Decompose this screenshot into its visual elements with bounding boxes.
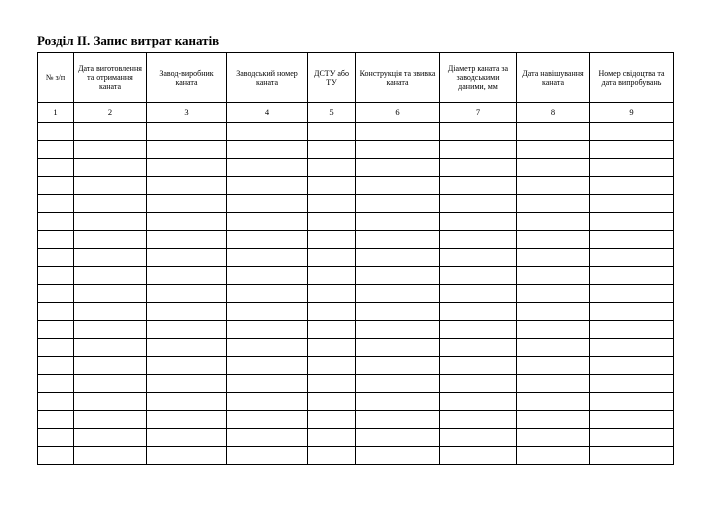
table-cell	[308, 123, 356, 141]
table-cell	[147, 429, 227, 447]
table-cell	[590, 141, 674, 159]
table-cell	[356, 231, 440, 249]
table-row	[38, 357, 674, 375]
table-cell	[147, 177, 227, 195]
table-cell	[356, 123, 440, 141]
table-cell	[147, 141, 227, 159]
table-cell	[74, 393, 147, 411]
table-cell	[147, 375, 227, 393]
table-cell	[74, 141, 147, 159]
table-cell	[517, 177, 590, 195]
header-cell-manufacturer: Завод-виробник каната	[147, 53, 227, 103]
table-cell	[590, 393, 674, 411]
table-cell	[74, 303, 147, 321]
table-cell	[590, 357, 674, 375]
header-cell-manufacture-date: Дата виготовлення та отримання каната	[74, 53, 147, 103]
table-cell	[308, 267, 356, 285]
table-cell	[440, 321, 517, 339]
table-cell	[308, 141, 356, 159]
table-cell	[517, 411, 590, 429]
section-title: Розділ ІІ. Запис витрат канатів	[37, 33, 220, 48]
table-cell	[517, 285, 590, 303]
table-cell	[590, 123, 674, 141]
table-cell	[440, 231, 517, 249]
table-row	[38, 195, 674, 213]
header-cell-diameter: Діаметр каната за заводськими даними, мм	[440, 53, 517, 103]
table-cell	[308, 195, 356, 213]
table-cell	[308, 303, 356, 321]
table-cell	[227, 303, 308, 321]
column-number-row	[38, 103, 674, 123]
table-cell	[38, 411, 74, 429]
table-cell	[590, 267, 674, 285]
table-cell	[74, 195, 147, 213]
header-cell-serial-number: Заводський номер каната	[227, 53, 308, 103]
table-cell	[356, 447, 440, 465]
table-cell	[517, 249, 590, 267]
table-row	[38, 123, 674, 141]
table-cell	[227, 195, 308, 213]
table-cell	[74, 267, 147, 285]
table-cell	[147, 285, 227, 303]
table-cell	[440, 447, 517, 465]
table-cell	[74, 159, 147, 177]
table-cell	[440, 339, 517, 357]
table-cell	[227, 411, 308, 429]
table-cell	[517, 429, 590, 447]
column-number: 4	[227, 103, 308, 123]
table-cell	[590, 195, 674, 213]
header-cell-construction: Конструкція та звивка каната	[356, 53, 440, 103]
column-number: 8	[517, 103, 590, 123]
table-cell	[147, 231, 227, 249]
table-cell	[147, 447, 227, 465]
table-cell	[440, 249, 517, 267]
table-cell	[147, 321, 227, 339]
column-number: 2	[74, 103, 147, 123]
column-number: 5	[308, 103, 356, 123]
table-cell	[590, 231, 674, 249]
table-row	[38, 303, 674, 321]
table-row	[38, 393, 674, 411]
table-cell	[227, 159, 308, 177]
table-cell	[517, 141, 590, 159]
table-cell	[440, 357, 517, 375]
table-row	[38, 213, 674, 231]
table-cell	[590, 303, 674, 321]
table-cell	[74, 123, 147, 141]
table-cell	[147, 411, 227, 429]
header-cell-certificate: Номер свідоцтва та дата випробувань	[590, 53, 674, 103]
table-cell	[440, 429, 517, 447]
table-cell	[38, 339, 74, 357]
rope-log-table	[37, 52, 674, 465]
table-cell	[227, 393, 308, 411]
table-cell	[517, 303, 590, 321]
table-row	[38, 375, 674, 393]
column-number: 1	[38, 103, 74, 123]
table-cell	[227, 213, 308, 231]
table-cell	[147, 159, 227, 177]
table-cell	[356, 393, 440, 411]
table-cell	[590, 447, 674, 465]
table-cell	[38, 213, 74, 231]
table-cell	[147, 123, 227, 141]
table-cell	[590, 249, 674, 267]
table-row	[38, 285, 674, 303]
table-cell	[517, 213, 590, 231]
table-cell	[356, 249, 440, 267]
table-cell	[74, 177, 147, 195]
table-cell	[517, 231, 590, 249]
table-cell	[590, 213, 674, 231]
table-cell	[308, 411, 356, 429]
table-cell	[227, 267, 308, 285]
table-cell	[440, 375, 517, 393]
table-cell	[590, 159, 674, 177]
table-cell	[356, 357, 440, 375]
table-cell	[227, 447, 308, 465]
table-cell	[308, 447, 356, 465]
table-cell	[517, 447, 590, 465]
table-cell	[227, 177, 308, 195]
table-cell	[356, 195, 440, 213]
table-row	[38, 411, 674, 429]
table-header-row	[38, 53, 674, 103]
table-cell	[74, 213, 147, 231]
table-cell	[308, 159, 356, 177]
table-cell	[227, 339, 308, 357]
table-cell	[38, 159, 74, 177]
table-cell	[440, 303, 517, 321]
table-cell	[440, 267, 517, 285]
table-cell	[147, 339, 227, 357]
table-cell	[74, 231, 147, 249]
table-cell	[38, 141, 74, 159]
table-cell	[147, 267, 227, 285]
table-cell	[227, 123, 308, 141]
table-row	[38, 267, 674, 285]
table-cell	[74, 357, 147, 375]
table-cell	[440, 177, 517, 195]
table-cell	[517, 393, 590, 411]
table-cell	[308, 177, 356, 195]
table-cell	[38, 177, 74, 195]
table-cell	[38, 267, 74, 285]
table-cell	[227, 375, 308, 393]
table-cell	[227, 321, 308, 339]
table-cell	[517, 321, 590, 339]
table-row	[38, 429, 674, 447]
table-cell	[517, 195, 590, 213]
header-cell-row-number: № з/п	[38, 53, 74, 103]
table-cell	[227, 141, 308, 159]
table-cell	[517, 267, 590, 285]
table-cell	[440, 123, 517, 141]
table-cell	[74, 339, 147, 357]
table-cell	[356, 285, 440, 303]
table-cell	[308, 231, 356, 249]
column-number: 7	[440, 103, 517, 123]
table-cell	[38, 303, 74, 321]
table-cell	[590, 177, 674, 195]
table-cell	[227, 231, 308, 249]
table-cell	[440, 411, 517, 429]
table-cell	[440, 393, 517, 411]
table-cell	[38, 285, 74, 303]
table-cell	[74, 429, 147, 447]
table-cell	[147, 213, 227, 231]
table-cell	[38, 321, 74, 339]
table-cell	[74, 375, 147, 393]
table-cell	[308, 357, 356, 375]
table-row	[38, 231, 674, 249]
table-cell	[590, 285, 674, 303]
table-cell	[74, 249, 147, 267]
table-cell	[38, 429, 74, 447]
header-cell-standard: ДСТУ або ТУ	[308, 53, 356, 103]
table-cell	[74, 285, 147, 303]
table-cell	[517, 123, 590, 141]
column-number: 6	[356, 103, 440, 123]
table-cell	[38, 375, 74, 393]
table-cell	[308, 393, 356, 411]
table-cell	[308, 213, 356, 231]
table-cell	[38, 195, 74, 213]
table-cell	[147, 195, 227, 213]
table-cell	[356, 321, 440, 339]
table-cell	[356, 213, 440, 231]
table-cell	[590, 339, 674, 357]
table-cell	[356, 159, 440, 177]
table-cell	[590, 375, 674, 393]
table-cell	[147, 249, 227, 267]
table-cell	[356, 339, 440, 357]
table-cell	[590, 429, 674, 447]
table-cell	[38, 249, 74, 267]
table-cell	[38, 231, 74, 249]
table-row	[38, 249, 674, 267]
table-cell	[308, 249, 356, 267]
table-cell	[440, 285, 517, 303]
table-cell	[356, 303, 440, 321]
table-cell	[356, 429, 440, 447]
table-cell	[38, 123, 74, 141]
table-cell	[308, 375, 356, 393]
table-row	[38, 339, 674, 357]
table-row	[38, 159, 674, 177]
table-cell	[74, 411, 147, 429]
header-cell-install-date: Дата навішування каната	[517, 53, 590, 103]
table-cell	[308, 321, 356, 339]
table-cell	[356, 411, 440, 429]
table-cell	[38, 357, 74, 375]
table-cell	[590, 321, 674, 339]
table-cell	[74, 447, 147, 465]
table-cell	[147, 303, 227, 321]
table-cell	[38, 393, 74, 411]
table-cell	[517, 357, 590, 375]
table-cell	[308, 339, 356, 357]
table-cell	[440, 159, 517, 177]
table-cell	[227, 249, 308, 267]
table-cell	[74, 321, 147, 339]
table-cell	[147, 393, 227, 411]
table-cell	[517, 159, 590, 177]
table-row	[38, 141, 674, 159]
table-row	[38, 177, 674, 195]
column-number: 3	[147, 103, 227, 123]
table-cell	[147, 357, 227, 375]
table-cell	[590, 411, 674, 429]
table-cell	[440, 213, 517, 231]
table-cell	[517, 339, 590, 357]
table-cell	[227, 357, 308, 375]
table-cell	[227, 285, 308, 303]
column-number: 9	[590, 103, 674, 123]
table-cell	[440, 141, 517, 159]
table-cell	[308, 429, 356, 447]
table-row	[38, 447, 674, 465]
table-row	[38, 321, 674, 339]
table-cell	[356, 267, 440, 285]
table-cell	[356, 141, 440, 159]
table-cell	[356, 177, 440, 195]
table-cell	[517, 375, 590, 393]
table-cell	[440, 195, 517, 213]
table-cell	[227, 429, 308, 447]
table-cell	[356, 375, 440, 393]
table-cell	[38, 447, 74, 465]
table-cell	[308, 285, 356, 303]
